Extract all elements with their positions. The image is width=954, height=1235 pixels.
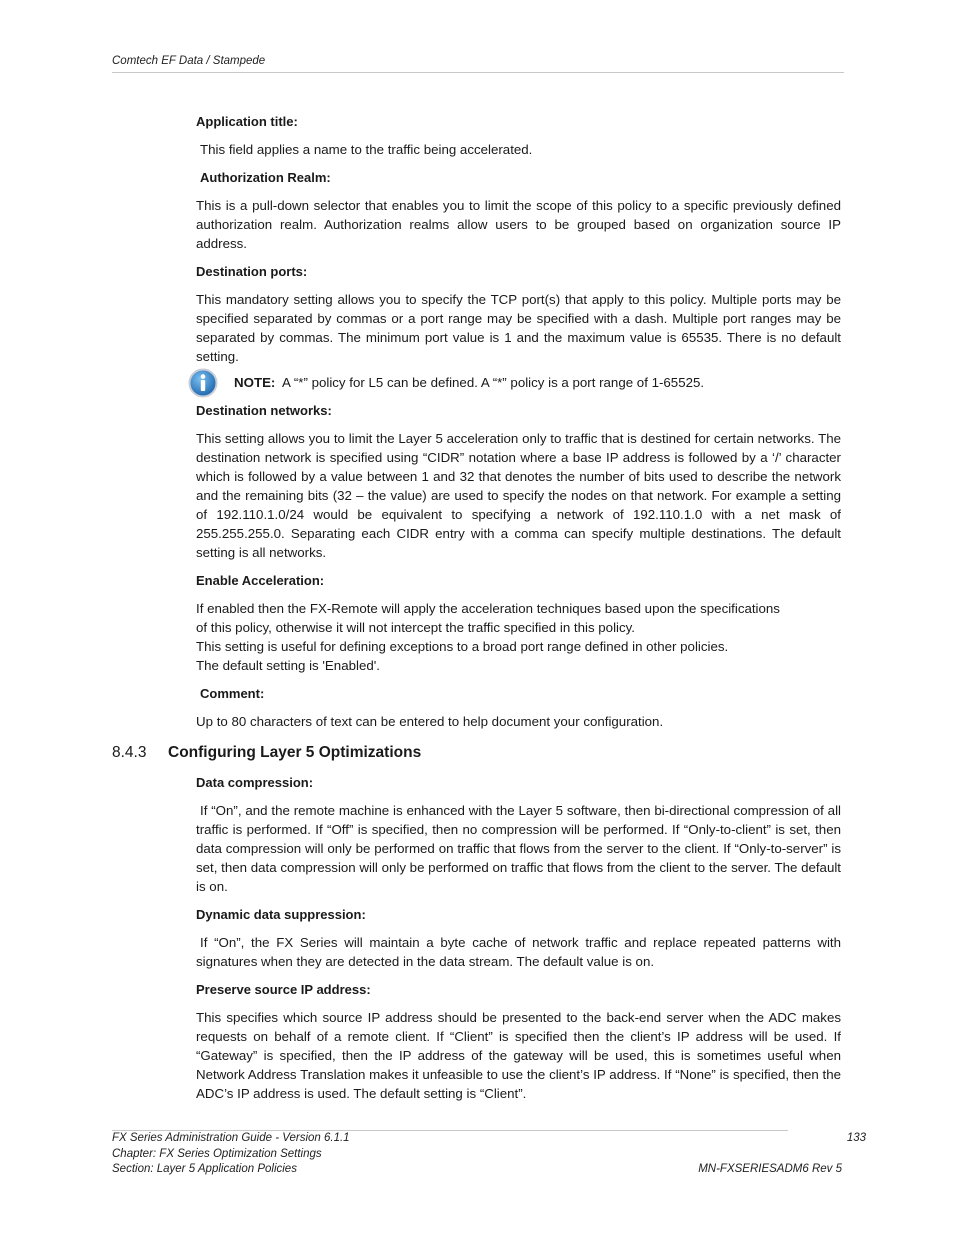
section-number: 8.4.3 (112, 744, 147, 761)
dynamic-suppression-text: If “On”, the FX Series will maintain a byte cache of network traffic and replace repeated patterns with signatures when they are detected in the data stream. The default value is on. (196, 935, 841, 969)
destination-ports-text: This mandatory setting allows you to specify the TCP port(s) that apply to this policy. Multiple ports may be specified separated by commas or a port range may be specified with a dash. Multiple port ranges may be separated by commas. The minimum port value is 1 and the maximum value is 65535. There is no default setting. (196, 292, 841, 364)
note-callout (196, 373, 841, 392)
destination-ports-heading: Destination ports: (196, 264, 308, 279)
enable-line-1: If enabled then the FX-Remote will apply the acceleration techniques based upon the specifications (196, 601, 780, 616)
enable-line-4: The default setting is 'Enabled'. (196, 658, 380, 673)
authorization-realm-heading: Authorization Realm: (200, 170, 331, 185)
enable-line-3: This setting is useful for defining exceptions to a broad port range defined in other policies. (196, 639, 729, 654)
comment-text: Up to 80 characters of text can be entered to help document your configuration. (196, 714, 664, 729)
data-compression-heading: Data compression: (196, 775, 314, 790)
enable-acceleration-text (196, 599, 841, 675)
running-footer (112, 1131, 866, 1178)
comment-heading: Comment: (200, 686, 265, 701)
running-header: Comtech EF Data / Stampede (112, 55, 266, 67)
application-title-heading: Application title: (196, 114, 298, 129)
note-text: A “*” policy for L5 can be defined. A “*” policy is a port range of 1-65525. (282, 375, 705, 390)
preserve-source-ip-text: This specifies which source IP address should be presented to the back-end server when the ADC makes requests on behalf of a remote client. If “Client” is specified then the client’s IP address will be used. If “Gateway” is specified, then the IP address of the gateway will be used, this is sometimes useful when Network Address Translation makes it unfeasible to use the client’s IP address. If “None” is specified, then the ADC’s IP address is used. The default setting is “Client”. (196, 1010, 841, 1101)
destination-networks-heading: Destination networks: (196, 403, 332, 418)
page-number: 133 (846, 1132, 866, 1144)
section-heading (112, 743, 841, 763)
footer-section: Section: Layer 5 Application Policies (112, 1163, 297, 1175)
footer-guide-title: FX Series Administration Guide - Version 6.1.1 (112, 1132, 350, 1144)
note-label: NOTE: (234, 375, 276, 390)
data-compression-text: If “On”, and the remote machine is enhanced with the Layer 5 software, then bi-directional compression of all traffic is performed. If “Off” is specified, then no compression will be performed. If “Only-to-client” is set, then data compression will only be performed on traffic that flows from the server to the client. If “Only-to-server” is set, then data compression will only be performed on traffic that flows from the client to the server. The default is on. (196, 803, 841, 894)
authorization-realm-text: This is a pull-down selector that enables you to limit the scope of this policy to a specific previously defined authorization realm. Authorization realms allow users to be grouped based on organization source IP address. (196, 198, 841, 251)
application-title-text: This field applies a name to the traffic being accelerated. (200, 142, 533, 157)
footer-chapter: Chapter: FX Series Optimization Settings (112, 1147, 322, 1160)
info-icon (188, 368, 218, 398)
destination-networks-text: This setting allows you to limit the Layer 5 acceleration only to traffic that is destined for certain networks. The destination network is specified using “CIDR” notation where a base IP address is followed by a ‘/’ character which is followed by a value between 1 and 32 that denotes the number of bits used to describe the network and the remaining bits (32 – the value) are used to specify the nodes on that network. For example a setting of 192.110.1.0/24 would be equivalent to specifying a network of 192.110.1.0 with a net mask of 255.255.255.0. Separating each CIDR entry with a comma can specify multiple destinations. The default setting is all networks. (196, 431, 841, 560)
header-divider (112, 72, 844, 73)
preserve-source-ip-heading: Preserve source IP address: (196, 982, 371, 997)
dynamic-suppression-heading: Dynamic data suppression: (196, 907, 366, 922)
section-title: Configuring Layer 5 Optimizations (168, 744, 422, 761)
page-body (112, 112, 841, 1112)
enable-line-2: of this policy, otherwise it will not intercept the traffic specified in this policy. (196, 620, 635, 635)
document-revision: MN-FXSERIESADM6 Rev 5 (698, 1163, 842, 1175)
enable-acceleration-heading: Enable Acceleration: (196, 573, 325, 588)
